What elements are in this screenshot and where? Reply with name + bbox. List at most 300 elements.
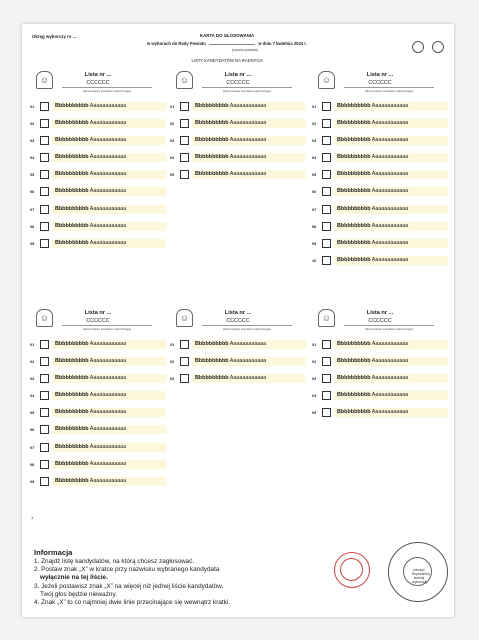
candidate-surname: Bbbbbbbbbb [195, 341, 229, 347]
committee-caption: (skrót nazwy komitetu wyborczego) [62, 325, 152, 331]
candidate-number: 03 [30, 139, 35, 144]
vote-checkbox[interactable] [322, 256, 331, 265]
vote-checkbox[interactable] [322, 187, 331, 196]
vote-checkbox[interactable] [40, 408, 49, 417]
candidate-number: 02 [312, 122, 317, 127]
vote-checkbox[interactable] [322, 357, 331, 366]
candidate-name [334, 408, 448, 417]
candidate-name [52, 443, 166, 452]
candidate-number: 07 [312, 207, 317, 212]
vote-checkbox[interactable] [180, 102, 189, 111]
candidate-name [52, 460, 166, 469]
candidate-number: 08 [30, 224, 35, 229]
candidate-firstname: Aaaaaaaaaaaa [89, 120, 127, 127]
candidate-firstname: Aaaaaaaaaaaa [371, 188, 409, 195]
info-item-4: 4. Znak „X” to co najmniej dwie linie przecinające się wewnątrz kratki. [34, 599, 231, 607]
vote-checkbox[interactable] [180, 340, 189, 349]
ballot-subtitle: LISTY KANDYDATÓW NA RADNYCH [191, 58, 263, 63]
candidate-row [312, 101, 448, 118]
candidate-name [52, 153, 166, 162]
candidate-surname: Bbbbbbbbbb [55, 409, 89, 416]
candidate-name [192, 170, 306, 179]
candidate-row [170, 339, 306, 356]
vote-checkbox[interactable] [322, 340, 331, 349]
candidate-row [170, 356, 306, 373]
committee-caption: (skrót nazwy komitetu wyborczego) [62, 87, 152, 93]
candidate-row [30, 407, 166, 424]
candidate-number: 01 [30, 343, 35, 347]
candidate-row [170, 101, 306, 118]
candidate-firstname: Aaaaaaaaaaaa [229, 341, 267, 347]
candidate-row [170, 152, 306, 169]
candidate-row [312, 238, 448, 255]
candidate-firstname: Aaaaaaaaaaaa [89, 222, 127, 229]
candidate-firstname: Aaaaaaaaaaaa [89, 188, 127, 195]
candidate-number: 06 [30, 190, 35, 195]
candidate-firstname: Aaaaaaaaaaaa [89, 409, 127, 416]
candidate-name [334, 256, 448, 265]
candidate-firstname: Aaaaaaaaaaaa [89, 341, 127, 347]
candidate-row [30, 169, 166, 186]
vote-checkbox[interactable] [322, 136, 331, 145]
candidate-row [30, 356, 166, 373]
candidate-firstname: Aaaaaaaaaaaa [371, 137, 409, 144]
committee-code: CCCCCC [86, 318, 110, 324]
candidate-name [52, 102, 166, 111]
candidate-number: 04 [30, 156, 35, 161]
candidate-row [30, 118, 166, 135]
vote-checkbox[interactable] [40, 119, 49, 128]
vote-checkbox[interactable] [180, 119, 189, 128]
candidate-firstname: Aaaaaaaaaaaa [89, 239, 127, 246]
candidate-number: 07 [30, 445, 35, 450]
vote-checkbox[interactable] [40, 460, 49, 469]
county-blank [209, 44, 255, 45]
info-item-1: 1. Znajdź listę kandydatów, na którą chcesz zagłosować. [34, 558, 195, 565]
info-item-2a: 2. Postaw znak „X” w kratce przy nazwisku wybranego kandydata [34, 566, 220, 574]
candidate-surname: Bbbbbbbbbb [195, 103, 229, 109]
candidate-number: 01 [30, 105, 35, 109]
candidate-firstname: Aaaaaaaaaaaa [229, 137, 267, 144]
candidate-name [52, 170, 166, 179]
candidate-row [170, 169, 306, 186]
candidate-number: 03 [30, 377, 35, 382]
candidate-name [192, 102, 306, 111]
vote-checkbox[interactable] [40, 187, 49, 196]
vote-checkbox[interactable] [40, 374, 49, 383]
election-line [147, 41, 377, 46]
candidate-row [312, 407, 448, 424]
election-line-pre: w wyborach do Rady Powiatu [147, 41, 206, 46]
candidate-name [192, 119, 306, 128]
candidate-number: 04 [170, 156, 175, 161]
candidate-row [30, 476, 166, 493]
candidate-surname: Bbbbbbbbbb [55, 477, 89, 484]
candidate-number: 02 [30, 360, 35, 365]
committee-code: CCCCCC [226, 80, 250, 86]
candidate-surname: Bbbbbbbbbb [55, 426, 89, 433]
info-item-3b: Twój głos będzie nieważny. [40, 590, 117, 598]
corner-circle-right [432, 41, 444, 53]
candidate-surname: Bbbbbbbbbb [195, 358, 229, 365]
candidate-name [192, 374, 306, 383]
candidate-surname: Bbbbbbbbbb [55, 103, 89, 109]
candidate-number: 09 [312, 241, 317, 246]
committee-caption: (skrót nazwy komitetu wyborczego) [202, 325, 292, 331]
candidate-number: 09 [30, 479, 35, 484]
red-seal-stamp [334, 552, 370, 588]
candidate-name [52, 374, 166, 383]
candidate-row [30, 373, 166, 390]
vote-checkbox[interactable] [40, 477, 49, 486]
candidate-surname: Bbbbbbbbbb [55, 205, 89, 212]
candidate-number: 01 [312, 105, 317, 109]
election-line-post: w dniu 7 kwietnia 2024 r. [258, 41, 307, 46]
candidate-number: 02 [170, 360, 175, 365]
list-header [30, 71, 166, 101]
candidate-name [52, 408, 166, 417]
vote-checkbox[interactable] [322, 408, 331, 417]
candidate-row [312, 221, 448, 238]
county-hint: (nazwa powiatu) [232, 48, 259, 52]
candidate-firstname: Aaaaaaaaaaaa [229, 120, 267, 127]
candidate-surname: Bbbbbbbbbb [195, 375, 229, 382]
candidate-firstname: Aaaaaaaaaaaa [371, 375, 409, 382]
candidate-row [312, 373, 448, 390]
vote-checkbox[interactable] [40, 136, 49, 145]
candidate-surname: Bbbbbbbbbb [55, 154, 89, 161]
vote-checkbox[interactable] [40, 102, 49, 111]
candidate-row [312, 339, 448, 356]
vote-checkbox[interactable] [180, 374, 189, 383]
candidate-list-bottom-1 [30, 309, 166, 493]
candidate-row [312, 186, 448, 203]
candidate-surname: Bbbbbbbbbb [337, 341, 371, 347]
candidate-row [312, 135, 448, 152]
candidate-row [312, 152, 448, 169]
info-item-2b: wyłącznie na tej liście. [40, 574, 108, 582]
candidate-name [52, 477, 166, 486]
candidate-firstname: Aaaaaaaaaaaa [229, 171, 267, 178]
candidate-surname: Bbbbbbbbbb [55, 392, 89, 399]
candidate-number: 08 [30, 462, 35, 467]
candidate-row [30, 152, 166, 169]
committee-caption: (skrót nazwy komitetu wyborczego) [344, 325, 434, 331]
page-number: 1 [31, 515, 34, 520]
candidate-row [312, 118, 448, 135]
candidate-firstname: Aaaaaaaaaaaa [89, 358, 127, 365]
candidate-firstname: Aaaaaaaaaaaa [89, 477, 127, 484]
candidate-number: 06 [312, 190, 317, 195]
candidate-name [334, 357, 448, 366]
list-number: Lista nr ... [366, 72, 394, 78]
candidate-surname: Bbbbbbbbbb [55, 171, 89, 178]
candidate-firstname: Aaaaaaaaaaaa [229, 103, 267, 109]
candidate-firstname: Aaaaaaaaaaaa [371, 392, 409, 399]
vote-checkbox[interactable] [322, 239, 331, 248]
committee-logo-icon: ☺ [176, 71, 193, 89]
candidate-surname: Bbbbbbbbbb [55, 120, 89, 127]
candidate-row [312, 255, 448, 272]
candidate-name [52, 119, 166, 128]
candidate-name [334, 340, 448, 349]
candidate-number: 05 [312, 173, 317, 178]
committee-logo-icon: ☺ [318, 71, 335, 89]
candidate-row [30, 101, 166, 118]
candidate-firstname: Aaaaaaaaaaaa [89, 443, 127, 450]
candidate-row [30, 442, 166, 459]
candidate-number: 06 [30, 428, 35, 433]
vote-checkbox[interactable] [322, 222, 331, 231]
candidate-name [52, 222, 166, 231]
candidate-number: 09 [30, 241, 35, 246]
candidate-name [192, 357, 306, 366]
candidate-firstname: Aaaaaaaaaaaa [89, 154, 127, 161]
candidate-name [334, 170, 448, 179]
candidate-surname: Bbbbbbbbbb [55, 222, 89, 229]
vote-checkbox[interactable] [40, 222, 49, 231]
candidate-surname: Bbbbbbbbbb [337, 239, 371, 246]
candidate-name [192, 136, 306, 145]
corner-circle-left [412, 41, 424, 53]
vote-checkbox[interactable] [322, 391, 331, 400]
info-item-3a: 3. Jeżeli postawisz znak „X” na więcej niż jednej liście kandydatów, [34, 582, 224, 590]
candidate-row [30, 135, 166, 152]
list-number: Lista nr ... [224, 310, 252, 316]
candidate-number: 05 [30, 411, 35, 416]
candidate-firstname: Aaaaaaaaaaaa [89, 426, 127, 433]
vote-checkbox[interactable] [322, 102, 331, 111]
candidate-surname: Bbbbbbbbbb [195, 154, 229, 161]
information-box [34, 548, 334, 607]
list-header [170, 71, 306, 101]
candidate-surname: Bbbbbbbbbb [55, 341, 89, 347]
candidate-row [30, 221, 166, 238]
candidate-name [192, 340, 306, 349]
list-number: Lista nr ... [224, 72, 252, 78]
candidate-name [334, 239, 448, 248]
vote-checkbox[interactable] [40, 239, 49, 248]
candidate-number: 01 [170, 105, 175, 109]
candidate-name [52, 205, 166, 214]
vote-checkbox[interactable] [40, 170, 49, 179]
candidate-name [52, 391, 166, 400]
candidate-number: 01 [170, 343, 175, 347]
vote-checkbox[interactable] [180, 357, 189, 366]
candidate-surname: Bbbbbbbbbb [337, 358, 371, 365]
candidate-row [312, 356, 448, 373]
vote-checkbox[interactable] [180, 136, 189, 145]
committee-logo-icon: ☺ [36, 309, 53, 327]
candidate-number: 01 [312, 343, 317, 347]
candidate-firstname: Aaaaaaaaaaaa [371, 205, 409, 212]
vote-checkbox[interactable] [322, 170, 331, 179]
vote-checkbox[interactable] [322, 153, 331, 162]
candidate-row [312, 169, 448, 186]
candidate-name [334, 391, 448, 400]
vote-checkbox[interactable] [40, 340, 49, 349]
candidate-row [170, 118, 306, 135]
candidate-firstname: Aaaaaaaaaaaa [371, 120, 409, 127]
list-number: Lista nr ... [84, 310, 112, 316]
candidate-firstname: Aaaaaaaaaaaa [229, 375, 267, 382]
candidate-firstname: Aaaaaaaaaaaa [89, 460, 127, 467]
candidate-firstname: Aaaaaaaaaaaa [371, 154, 409, 161]
ballot-title: KARTA DO GŁOSOWANIA [199, 33, 255, 38]
list-number: Lista nr ... [366, 310, 394, 316]
candidate-firstname: Aaaaaaaaaaaa [371, 239, 409, 246]
candidate-firstname: Aaaaaaaaaaaa [371, 171, 409, 178]
candidate-firstname: Aaaaaaaaaaaa [89, 375, 127, 382]
candidate-row [312, 204, 448, 221]
candidate-row [30, 390, 166, 407]
candidate-number: 04 [30, 394, 35, 399]
candidate-surname: Bbbbbbbbbb [55, 137, 89, 144]
candidate-surname: Bbbbbbbbbb [337, 205, 371, 212]
vote-checkbox[interactable] [40, 391, 49, 400]
candidate-surname: Bbbbbbbbbb [337, 256, 371, 263]
list-number: Lista nr ... [84, 72, 112, 78]
commission-seal-center-text: pieczęć terytorialnej komisji wyborczej [412, 568, 430, 584]
vote-checkbox[interactable] [180, 153, 189, 162]
candidate-number: 02 [312, 360, 317, 365]
candidate-row [30, 238, 166, 255]
candidate-row [30, 186, 166, 203]
candidate-name [52, 136, 166, 145]
candidate-number: 05 [30, 173, 35, 178]
candidate-surname: Bbbbbbbbbb [337, 103, 371, 109]
candidate-row [170, 135, 306, 152]
candidate-name [52, 425, 166, 434]
candidate-surname: Bbbbbbbbbb [195, 137, 229, 144]
candidate-number: 05 [312, 411, 317, 416]
candidate-row [30, 339, 166, 356]
candidate-surname: Bbbbbbbbbb [337, 137, 371, 144]
candidate-firstname: Aaaaaaaaaaaa [229, 154, 267, 161]
vote-checkbox[interactable] [322, 119, 331, 128]
candidate-row [30, 204, 166, 221]
candidate-number: 03 [170, 377, 175, 382]
candidate-surname: Bbbbbbbbbb [337, 120, 371, 127]
candidate-surname: Bbbbbbbbbb [337, 188, 371, 195]
candidate-number: 02 [30, 122, 35, 127]
candidate-row [170, 373, 306, 390]
commission-seal-inner-ring [403, 557, 432, 586]
candidate-surname: Bbbbbbbbbb [337, 409, 371, 416]
commission-seal-stamp [388, 542, 448, 602]
candidate-firstname: Aaaaaaaaaaaa [371, 222, 409, 229]
candidate-firstname: Aaaaaaaaaaaa [89, 205, 127, 212]
candidate-number: 05 [170, 173, 175, 178]
list-header [30, 309, 166, 339]
committee-caption: (skrót nazwy komitetu wyborczego) [344, 87, 434, 93]
list-header [170, 309, 306, 339]
candidate-name [52, 340, 166, 349]
list-header [312, 71, 448, 101]
committee-logo-icon: ☺ [176, 309, 193, 327]
ballot-sheet [22, 24, 454, 617]
candidate-firstname: Aaaaaaaaaaaa [371, 341, 409, 347]
candidate-surname: Bbbbbbbbbb [337, 154, 371, 161]
vote-checkbox[interactable] [180, 170, 189, 179]
candidate-surname: Bbbbbbbbbb [337, 392, 371, 399]
committee-code: CCCCCC [86, 80, 110, 86]
candidate-row [30, 424, 166, 441]
candidate-number: 04 [312, 394, 317, 399]
candidate-surname: Bbbbbbbbbb [55, 358, 89, 365]
candidate-surname: Bbbbbbbbbb [55, 188, 89, 195]
candidate-firstname: Aaaaaaaaaaaa [371, 358, 409, 365]
committee-code: CCCCCC [368, 80, 392, 86]
candidate-firstname: Aaaaaaaaaaaa [89, 137, 127, 144]
candidate-name [334, 187, 448, 196]
information-title: Informacja [34, 548, 73, 557]
candidate-name [334, 222, 448, 231]
list-header [312, 309, 448, 339]
candidate-firstname: Aaaaaaaaaaaa [371, 256, 409, 263]
candidate-surname: Bbbbbbbbbb [55, 239, 89, 246]
candidate-number: 03 [170, 139, 175, 144]
candidate-number: 02 [170, 122, 175, 127]
candidate-surname: Bbbbbbbbbb [55, 460, 89, 467]
candidate-name [334, 102, 448, 111]
candidate-firstname: Aaaaaaaaaaaa [89, 171, 127, 178]
candidate-number: 08 [312, 224, 317, 229]
candidate-surname: Bbbbbbbbbb [337, 171, 371, 178]
candidate-firstname: Aaaaaaaaaaaa [229, 358, 267, 365]
district-label: Okręg wyborczy nr ... [32, 34, 77, 39]
candidate-name [52, 357, 166, 366]
vote-checkbox[interactable] [322, 205, 331, 214]
candidate-surname: Bbbbbbbbbb [55, 443, 89, 450]
candidate-firstname: Aaaaaaaaaaaa [89, 103, 127, 109]
candidate-number: 07 [30, 207, 35, 212]
candidate-row [312, 390, 448, 407]
candidate-surname: Bbbbbbbbbb [195, 120, 229, 127]
committee-logo-icon: ☺ [318, 309, 335, 327]
candidate-number: 03 [312, 139, 317, 144]
candidate-surname: Bbbbbbbbbb [337, 222, 371, 229]
candidate-name [334, 119, 448, 128]
candidate-name [192, 153, 306, 162]
committee-caption: (skrót nazwy komitetu wyborczego) [202, 87, 292, 93]
candidate-surname: Bbbbbbbbbb [195, 171, 229, 178]
candidate-name [52, 187, 166, 196]
vote-checkbox[interactable] [40, 357, 49, 366]
vote-checkbox[interactable] [40, 205, 49, 214]
candidate-firstname: Aaaaaaaaaaaa [371, 409, 409, 416]
candidate-list-bottom-3 [312, 309, 448, 424]
candidate-surname: Bbbbbbbbbb [337, 375, 371, 382]
candidate-name [334, 205, 448, 214]
candidate-firstname: Aaaaaaaaaaaa [89, 392, 127, 399]
candidate-number: 04 [312, 156, 317, 161]
candidate-name [52, 239, 166, 248]
candidate-list-top-1 [30, 71, 166, 255]
candidate-name [334, 153, 448, 162]
committee-logo-icon: ☺ [36, 71, 53, 89]
vote-checkbox[interactable] [40, 425, 49, 434]
committee-code: CCCCCC [226, 318, 250, 324]
candidate-firstname: Aaaaaaaaaaaa [371, 103, 409, 109]
vote-checkbox[interactable] [40, 443, 49, 452]
candidate-list-top-3 [312, 71, 448, 272]
vote-checkbox[interactable] [322, 374, 331, 383]
vote-checkbox[interactable] [40, 153, 49, 162]
candidate-list-top-2 [170, 71, 306, 186]
committee-code: CCCCCC [368, 318, 392, 324]
candidate-name [334, 136, 448, 145]
